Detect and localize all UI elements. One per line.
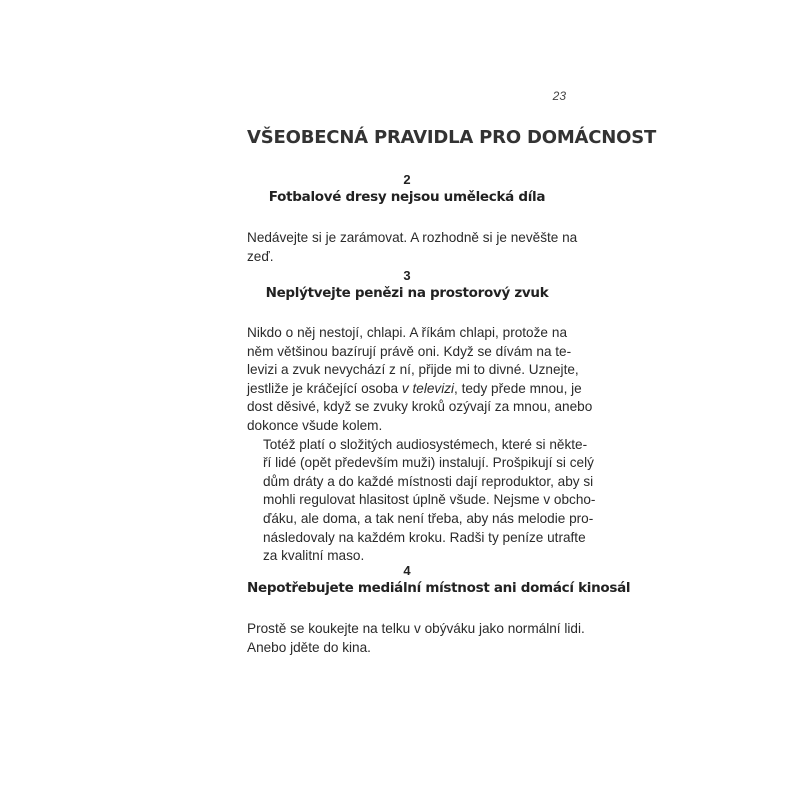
section-body — [247, 229, 578, 266]
text-line: zeď. — [247, 248, 274, 264]
section-heading: Neplýtvejte penězi na prostorový zvuk — [265, 285, 549, 301]
section-heading: Nepotřebujete mediální místnost ani domácí kinosál — [247, 580, 631, 596]
text-line: levizi a zvuk nevychází z ní, přijde mi to divné. Uznejte, — [247, 362, 579, 378]
section-body — [247, 620, 585, 657]
page-number: 23 — [552, 89, 566, 103]
text-line: Nikdo o něj nestojí, chlapi. A říkám chlapi, protože na — [247, 325, 567, 340]
text-line: ří lidé (opět především muži) instalují. Prošpikují si celý — [263, 455, 594, 471]
section-number: 4 — [403, 563, 411, 578]
text-line: Prostě se koukejte na telku v obýváku jako normální lidi. — [247, 621, 585, 636]
text-fragment: , tedy přede mnou, je — [454, 380, 582, 396]
section-4 — [247, 563, 631, 657]
section-number: 3 — [403, 268, 411, 283]
section-number: 2 — [403, 172, 411, 187]
section-heading: Fotbalové dresy nejsou umělecká díla — [268, 189, 546, 205]
text-line: dokonce všude kolem. — [247, 417, 383, 433]
chapter-title: VŠEOBECNÁ PRAVIDLA PRO DOMÁCNOST — [247, 127, 657, 148]
text-line: dost děsivé, když se zvuky kroků ozývají za mnou, anebo — [247, 399, 593, 415]
text-line: Nedávejte si je zarámovat. A rozhodně si je nevěšte na — [247, 230, 578, 245]
italic-emphasis: v televizi — [401, 380, 455, 396]
text-line: dům dráty a do každé místnosti dají reproduktor, aby si — [263, 473, 594, 489]
text-line: mohli regulovat hlasitost úplně všude. Nejsme v obcho- — [263, 492, 596, 508]
text-fragment: jestliže je kráčející osoba — [247, 380, 399, 396]
text-line: ďáku, ale doma, a tak není třeba, aby nás melodie pro- — [263, 510, 594, 526]
section-2 — [247, 172, 578, 266]
section-3 — [247, 268, 596, 566]
text-line: Anebo jděte do kina. — [247, 639, 371, 655]
text-line: za kvalitní maso. — [263, 548, 365, 564]
text-line: následovaly na každém kroku. Radši ty peníze utrafte — [263, 529, 586, 545]
text-line-mixed — [247, 380, 582, 399]
text-line: něm většinou bazírují právě oni. Když se dívám na te- — [247, 343, 572, 359]
text-line: Totéž platí o složitých audiosystémech, které si někte- — [263, 436, 588, 452]
section-body — [247, 324, 596, 566]
